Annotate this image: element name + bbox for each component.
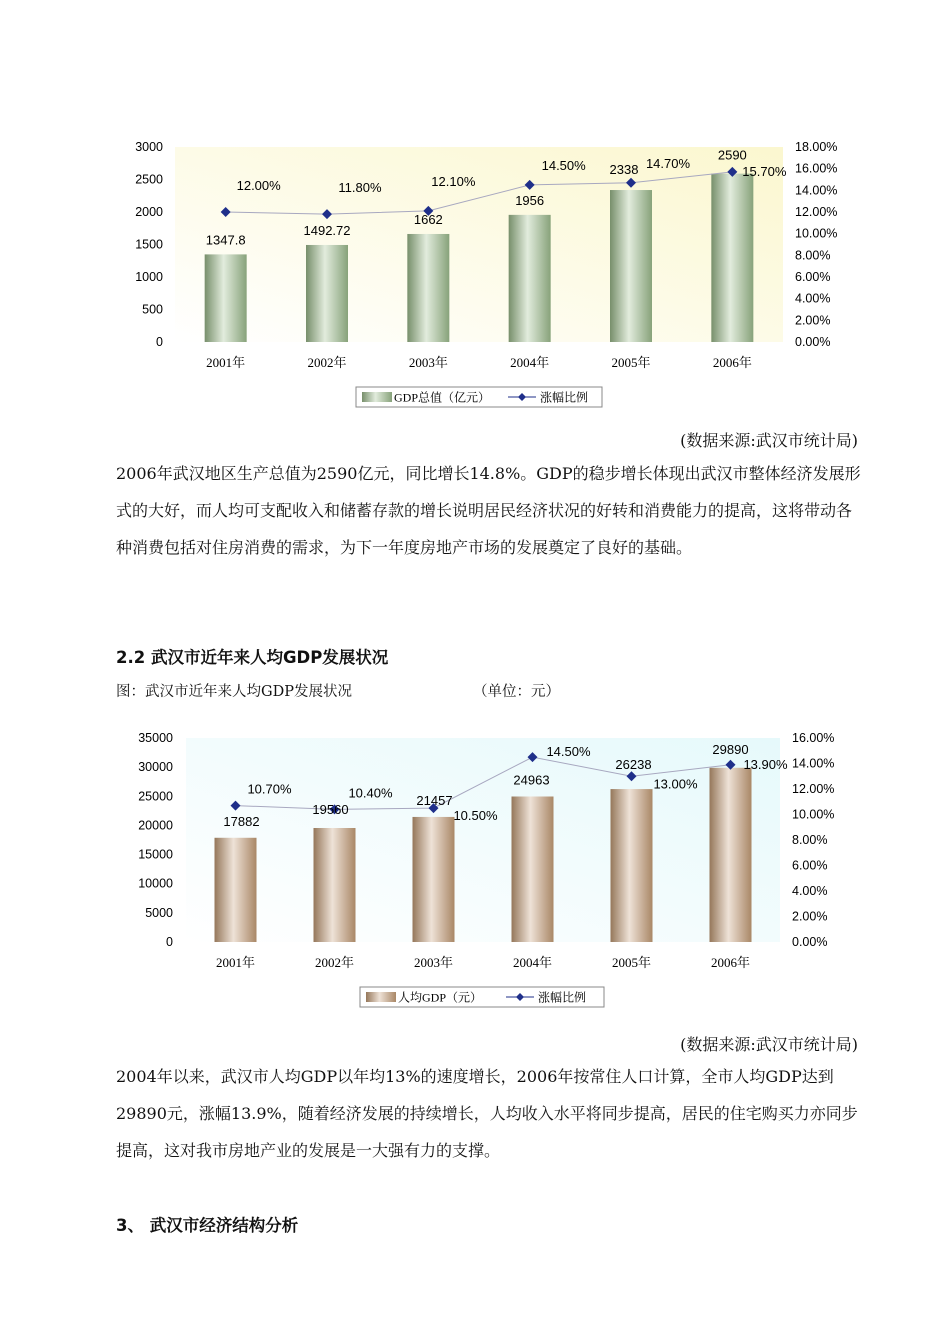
bar [512,797,554,942]
bar [710,768,752,942]
y-tick-label: 20000 [138,818,173,833]
y2-tick-label: 0.00% [792,935,828,949]
bar [711,174,753,342]
line-data-label: 11.80% [338,180,382,196]
y2-tick-label: 10.00% [795,226,838,241]
bar-data-label: 26238 [615,757,652,773]
legend-bar-swatch [366,992,396,1002]
bar-data-label: 1492.72 [303,222,351,238]
y2-tick-label: 8.00% [795,248,831,263]
line-data-label: 14.70% [645,155,691,171]
bar [610,190,652,342]
y2-tick-label: 12.00% [795,205,838,219]
paragraph-gdp-text: 2006年武汉地区生产总值为2590亿元，同比增长14.8%。GDP的稳步增长体现出武汉市整体经济发展形式的大好，而人均可支配收入和储蓄存款的增长说明居民经济状况的好转和消费能力的提高，这将带动各种消费包括对住房消费的需求，为下一年度房地产市场的发展奠定了良好的基础。 [116,464,861,557]
bar-data-label: 1956 [515,192,545,208]
y2-tick-label: 12.00% [792,782,835,796]
line-data-label: 10.40% [348,785,393,801]
y2-tick-label: 2.00% [792,909,828,924]
bar [215,838,257,942]
y-tick-label: 1500 [135,237,163,252]
plot-area [186,738,780,942]
bar-data-label: 21457 [416,792,453,808]
x-tick-label: 2001年 [215,955,256,970]
y-tick-label: 5000 [145,905,173,920]
bar [407,234,449,342]
bar [205,254,247,342]
legend-bar-swatch [362,392,392,402]
figure-caption: 图：武汉市近年来人均GDP发展状况 [116,684,352,700]
y2-tick-label: 16.00% [792,731,835,745]
y2-tick-label: 8.00% [792,833,828,847]
y2-tick-label: 4.00% [792,884,828,898]
y2-tick-label: 14.00% [795,183,838,198]
per-capita-gdp-chart [0,720,950,1016]
line-data-label: 13.00% [653,776,698,792]
bar-data-label: 2338 [609,162,639,178]
y-tick-label: 30000 [138,760,173,775]
y-tick-label: 1000 [135,270,163,284]
section-heading-2-2: 2.2 武汉市近年来人均GDP发展状况 [116,648,389,667]
line-data-label: 14.50% [541,157,586,173]
bar-data-label: 17882 [223,813,260,829]
x-tick-label: 2002年 [307,355,347,370]
x-tick-label: 2006年 [710,955,751,970]
y-tick-label: 2500 [135,172,163,187]
y-tick-label: 25000 [138,789,173,804]
y2-tick-label: 10.00% [792,807,835,822]
figure-caption-row [116,680,876,701]
bar [413,817,455,942]
y-tick-label: 0 [166,935,173,949]
bar-data-label: 24963 [513,772,550,788]
y2-tick-label: 16.00% [795,161,838,176]
x-tick-label: 2005年 [611,955,652,970]
gdp-chart [0,128,950,412]
y2-tick-label: 18.00% [795,140,838,154]
figure-unit: （单位：元） [473,684,560,700]
legend-bar-label: GDP总值（亿元） [394,390,491,405]
legend-line-label: 涨幅比例 [538,990,587,1005]
paragraph-per-capita [116,1058,866,1169]
x-tick-label: 2003年 [413,955,454,970]
bar-data-label: 29890 [712,741,749,757]
x-tick-label: 2005年 [611,355,651,370]
x-tick-label: 2001年 [206,355,246,370]
line-data-label: 10.50% [453,808,498,824]
source-note-2: (数据来源:武汉市统计局) [680,1035,858,1054]
x-tick-label: 2004年 [510,355,550,370]
x-tick-label: 2003年 [408,355,448,370]
y2-tick-label: 2.00% [795,313,831,328]
legend-line-label: 涨幅比例 [540,390,589,405]
x-tick-label: 2006年 [712,355,752,370]
y-tick-label: 3000 [135,140,163,154]
x-tick-label: 2002年 [314,955,355,970]
source-note-1: (数据来源:武汉市统计局) [680,431,858,450]
line-data-label: 14.50% [546,744,591,760]
y-tick-label: 0 [156,335,163,349]
y2-tick-label: 0.00% [795,335,831,349]
legend-bar-label: 人均GDP（元） [398,990,483,1005]
line-data-label: 13.90% [743,756,788,772]
y-tick-label: 10000 [138,876,173,891]
bar [306,245,348,342]
line-data-label: 15.70% [742,163,787,179]
bar-data-label: 19560 [312,801,349,817]
per-capita-gdp-chart-svg [0,720,950,1016]
bar [509,215,551,342]
y-tick-label: 2000 [135,205,163,219]
line-data-label: 12.10% [431,173,476,189]
line-data-label: 12.00% [236,178,281,193]
bar-data-label: 1662 [413,211,443,227]
y2-tick-label: 6.00% [792,858,828,873]
gdp-chart-svg [0,128,950,412]
y2-tick-label: 6.00% [795,270,831,284]
y2-tick-label: 4.00% [795,291,831,306]
y-tick-label: 500 [142,302,163,317]
section-heading-3: 3、 武汉市经济结构分析 [116,1216,299,1235]
y-tick-label: 15000 [138,847,173,862]
line-data-label: 10.70% [247,781,292,797]
paragraph-gdp [116,455,866,566]
y-tick-label: 35000 [138,731,173,745]
paragraph-per-capita-text: 2004年以来，武汉市人均GDP以年均13%的速度增长，2006年按常住人口计算，全市人均GDP达到29890元，涨幅13.9%，随着经济发展的持续增长，人均收入水平将同步提高，居民的住宅购买力亦同步提高，这对我市房地产业的发展是一大强有力的支撑。 [116,1067,858,1160]
y2-tick-label: 14.00% [792,756,835,771]
bar [314,828,356,942]
bar-data-label: 1347.8 [205,232,246,248]
bar-data-label: 2590 [717,147,747,163]
x-tick-label: 2004年 [512,955,553,970]
bar [611,789,653,942]
